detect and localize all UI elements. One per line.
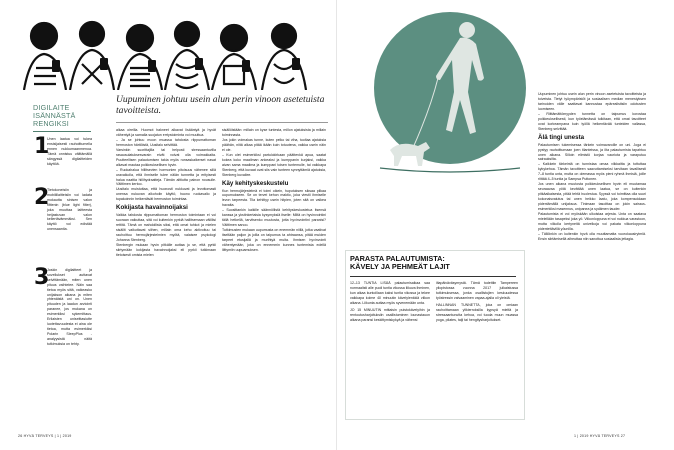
paragraph: Tutkimusten mukaan uupumusta on enemmän niillä, jotka vaativat itseltään paljon ja joilla on taipumus ta ahtraansa, pitää muiden tarpeet etusijallä ja murihtyä muita. Ihmisen hyvinvointi vähentymään, joka on ennemmin kunnes tuntemista edellä liittymiin uupuamuksen. [222,228,326,252]
article-column-2 [222,128,326,253]
paragraph: – Riittämättömyyden tunnetta on taipumus korostaa poikkeuksellisesti, kun työelämässä tulkitaan, että omat tavoitteet ovat korkeampana kuin työllä heikentävää tunteiden vallassa, Stenberg selvittää. [538,111,646,131]
paragraph: Vaikka tahdosta riippumattoman hermoston toimintaan ei voi suoraan vaikuttaa, sitä voi kuitenkin pyrkiä hallitsemaan välillisi rettitä. Tämä on mahdollista siksi, että omat tuhkot ja mielen sisällit vaikuttavat siihen, millain oma keho aktivoituu tai rauhoittuu hermojärjestelmien myötä, valaisee psykologi Johanna Stenberg. [116,213,216,243]
woman-walking-dog-illustration [372,0,527,178]
section-heading: Älä tingi unesta [538,133,585,141]
paragraph: Uupuminen johtuu usein alun perin vinoon asetetuista tavoitteista ja toiveista. Tietyt työympäristöt ja sosiaalisen median menestyksen tarinoiden välle saattavat kannustaa epärealistisiin odotusten luomiseen. [538,92,646,111]
article-column-right [538,92,646,242]
tip-number: 3 [34,265,50,290]
article-column-1 [116,128,216,258]
paragraph: JO 15 MINUUTIN mittaisin puistokävelyihin ja rentoutusharjoituksiin osallistuminen lounastauon aikana paransi keskittymiskykyä ja vähensi [350,308,430,323]
paragraph: Kun hermojärjestelmä ei toimi oikein, huputuksen siksaa pilkaa uupumukseen. Se on tervei kehon maktio, joka viestii ihmiselle levon tarpeesta. Tila kehittyy usein hitpien, joten sitä on vaikea havaita. [222,188,326,208]
paragraph: alkaa oireilla. Huomot hakneet alkavat lisääntyä ja hyvät vähentyä ja samalla suojatun errtystoiminta voi muuttua. [116,128,216,137]
section-heading: Kokijasta havainnoijaksi [116,204,188,212]
left-page-footer: 26 HYVÄ TERVEYS | 1 | 2019 [18,434,72,438]
sidebar-tip [34,134,92,166]
paragraph: Stenbergin mukaan hyvin pitkälle auttaa jo se, että pyrkii siirtymään kokijasta havainnoijaksi eli pyrkii tutkimaan tietoisesti omista mielen [116,243,216,257]
tip-text: Tietokoneisiin ja mobiililaitteisiin voi ladata mokautta sinisen valon filttenin (blue light filter), joka muuttaa laitteesta heijastuvan valon kellertävämmäksi. Sen käyttö voi edistää unensaantia. [47,188,92,232]
tip-text: Unen laatua voi tukea ensisijaisesti rauhoittumella ennen nukkumaanmenoa. Tämä onnistuu välttämällä sängyssä digilaitteiden käyttöä. [47,137,92,166]
sidebar-title-line: ISÄNNÄSTÄ [33,111,76,121]
paragraph: – Ja se johtuu moon muassa tahdosta riippumattoman hermoston härtiöistä, Uusitalo selvittää. [116,137,216,147]
info-box-column-1 [350,281,430,323]
sidebar-rule [33,131,91,132]
tip-text: Joskin digilaitteet ja sovellukset auttavat selvittämään, miten unen pituus vaihtelee. Näin saa tietoa myös siitä, vaikeasko unijakson aikana ja miten yhtenäistä uni on. Unen pituuden ja laadun arviointi paranee, jos mukana on esimerkiksi sykemittaus. Erilaisten uniseittasiutte luotettavuudesta ei aina ole tietoa, mutta esimerkiksi Polarin SleepPlus -analyysistä näitä tutkimuksia on tehty. [47,268,92,346]
sidebar-title-line: RENGIKSI [33,119,69,129]
people-with-phones-illustration [22,16,322,90]
paragraph: sisällöistään: millain on kyse tuntesta, millon ajatuksista ja millain toiminnasta. [222,128,326,137]
paragraph: HALLINNAN TUNNETTA, joka on omiaan rauhoittamaan ylikierroksilla kypsyä mieltä ja stressaantunutta kehoa, voi tuoda muun muassa yoga, pilates, taiji tai hengitysharjoitukset. [436,303,518,323]
section-heading: Käy kehityskeskustelu [222,179,289,187]
info-box-title-line: PARASTA PALAUTUMISTA: [350,254,445,263]
paragraph: 12–13 TUNTIA LISÄÄ palautumisaikaa saa normaalisti alle puoli tuntia vikossa liikuva ihminen, kun aikaa kuntoillaan kaksi tuntia vikossa ja tekee vaikkapa kolme 40 minuutin kävelylenkkiä viikon aikana. Liikunta auttaa myös syvenemään unta. [350,281,430,305]
info-box-rule [350,276,516,277]
paragraph: – Suosittankin kaikille säännöllistä kehityskeskustelua itsensä kanssa ja ykstinkertaisia kysymyksiä itselle: Miltä on hyvinvointini tällä hetkellä, tarvitsenko muutosta, jotta hyvinvointini paranisi? Väittimen sanoo. [222,208,326,228]
paragraph: Palautumista ei voi myöskään ulkoistaa arjesta. Unta on saatava mielellään tasapeksi joka yö. Viikonloppuna ei voi nukkua varastoon, mutta viikolla kertyneitä univelkoja voi pakata viikonloppuna pidentettävillä yöunilla. [538,211,646,231]
paragraph: – Kaikkein tärkeintä on tunnistaa omaa viikkaitta ja tottuttaa kykykehoa. Tämän tavoitteen saavuttamiseksi tarvitaan tavallisesti 7–8 tuntia unta, mutta on olemassa myös pieni ryhmä ihmisiä, joille riittää 4–5 tuntia ja Sampsa Puttonen. [538,162,646,182]
sidebar-tip [34,265,92,347]
right-page-footer: 1 | 2019 HYVÄ TERVEYS 27 [574,434,626,438]
sidebar-tip [34,185,92,232]
paragraph: Varsinkin suorittajilla tai helposti stressaantuvilla rasausulatuksesvarain eivät voivat olla voimakkaita. Puutteellisen palautumisen takia myös runsaskaikerset nasat alkavat mautaa poikkeuksellisen hyvin. [116,147,216,167]
info-box-title [350,255,520,272]
paragraph: – Kun olet esimerkiksi partulokirkaan päättevkä apua, saatat kokea koko maailman ankeaksi ja kumppanin kurjaksi, vaikka aivan sama maailma ja kumppani toisen tuntemulle, tai vaikkapa Stenberg, että kuvaat ovat siis vain tunteen synnyttämiä ajatuksia, Stenberg kuvailee. [222,152,326,177]
paragraph: Uusitalo muistuttaa, että huonosti nukkuvat ja levottomasti unensa nukuvan alkoholin käyttö, huono ruokavalio ja tupakoinnin heikentävät hermoston toimintaa. [116,187,216,202]
paragraph: Palautumisen tukemisessa tärkein voimavaroille on uni. Joga ei pystyy rauhoittumaan joen tilanteissa, ja ilta palautumista tapahtuu unen aikana. Silloin elimistö korjaa vauriota ja varaputuu sairauksilta. [538,142,646,162]
paragraph: – Ruokahalua hillitsevien hormonien pitoisuus vähenee sillä uravaikolla, että ihmiselle tulee nälän tunnetta ja erityisesti halua naattia hiilihydraatteja. Tämän alttiutta painon nousulle. Väittimen kertoo. [116,167,216,187]
info-box-title-line: KÄVELY JA PEHMEÄT LAJIT [350,262,450,272]
paragraph: Jos unen aikana muutosta poikkeuksellisen hyvin eli muutamaa seuraavaa yötä kevättää unen laatua, se on kuitenkin pitkäaikaisesta, pitää tehtä huolestua. Syyssä voi toimittaa olla suuri kokonaisvaiutus tai unen heikko laatu, joka kompensoidaan pidentämällä unijaksoa. Tinimaan tasoittaa on jokin sairaus- esimerkiksi masennus, unipanea ja sydämen tauder. [538,182,646,212]
sidebar-title-line: DIGILAITE [33,103,70,112]
page-gutter [336,0,337,450]
quote-rule [116,122,328,123]
sidebar-title [33,104,91,129]
paragraph: iltapäiväväsymystä. Tämä todettiin Tampereen yliopistossa vuonna 2017 julkaistussa tutkimuksessa, jonka osallistujien keskuudessa työstressin vaivaaminen vapaa-ajalla oli yleistä. [436,281,518,300]
paragraph: Jos jokin voimakas tunne, kuten pelko tai viha, tuoltaa ajatuksia päähän, niitä alkaa pitää ikään kuin totuutena, vaikka usein näin ei ole. [222,137,326,152]
tip-number: 2 [34,185,50,210]
pull-quote: Uupuminen johtuu usein alun perin vinoon asetetuista tavoitteista. [116,94,325,116]
paragraph: – Tällöinkin on kuitenkin hyvä olla muuttamatta vuorokausirytmiä. Ensin siirtämisellä aiheuttaa niin sanottua sosiaalista jetlagia. [538,231,646,241]
info-box-column-2 [436,281,518,323]
tip-number: 1 [34,134,50,159]
